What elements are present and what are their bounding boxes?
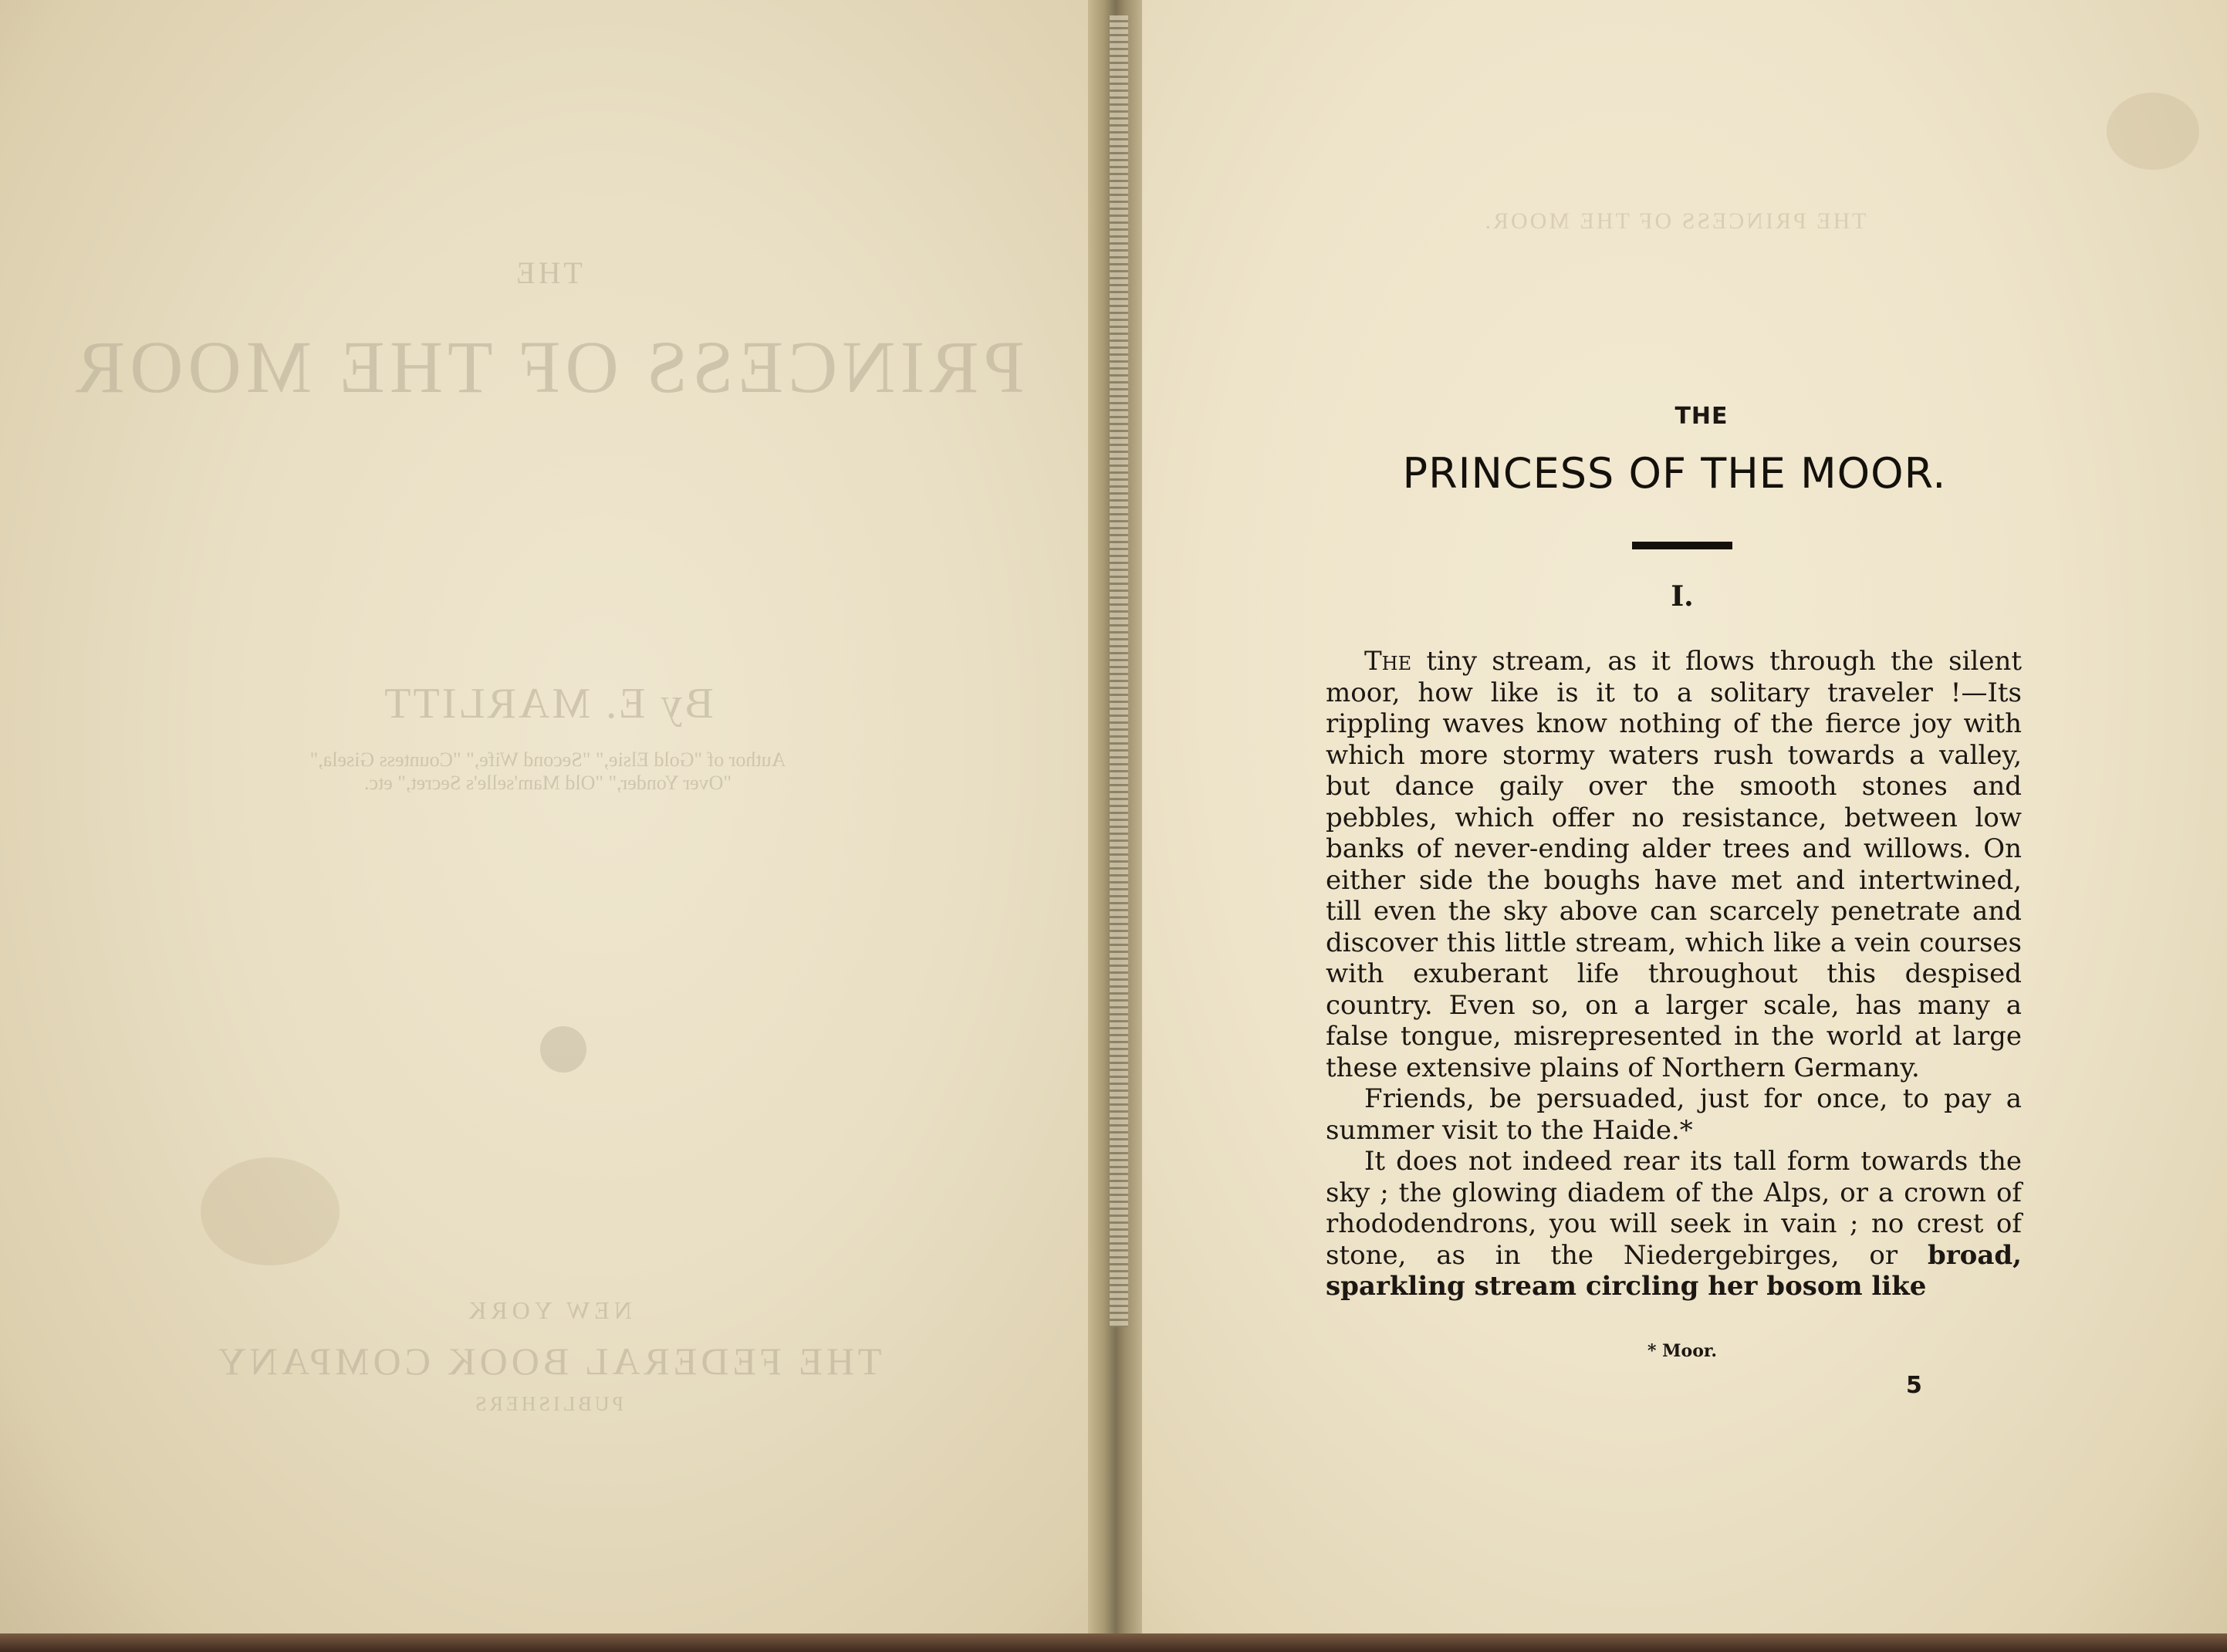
ghost-publisher-role: PUBLISHERS <box>471 1393 624 1415</box>
paragraph-text: Friends, be persuaded, just for once, to pay a summer visit to the Haide.* <box>1326 1083 2022 1146</box>
book-cover-edge <box>0 1633 2227 1652</box>
paragraph <box>1326 1083 2022 1146</box>
ghost-author-note-line: "Over Yonder," "Old Mam'selle's Secret," etc. <box>363 772 732 794</box>
ghost-city: NEW YORK <box>464 1296 632 1324</box>
bleed-through-title-page <box>0 0 1096 1634</box>
footnote: * Moor. <box>1647 1341 1718 1361</box>
paragraph <box>1326 1146 2022 1302</box>
ghost-running-head: THE PRINCESS OF THE MOOR. <box>1482 208 1867 234</box>
page-number: 5 <box>1906 1372 1922 1399</box>
paragraph <box>1326 646 2022 1083</box>
paragraph-last-line: broad, sparkling stream circling her bosom like <box>1326 1239 2022 1302</box>
ghost-title: PRINCESS OF THE MOOR <box>71 326 1025 408</box>
chapter-number: I. <box>1671 580 1694 613</box>
binding-thread <box>1110 15 1128 1327</box>
ghost-author-note-line: Author of "Gold Elsie," "Second Wife," "Countess Gisela," <box>309 748 786 771</box>
page-stain <box>201 1157 340 1265</box>
paragraph-text: tiny stream, as it flows through the silent moor, how like is it to a solitary traveler !—Its rippling waves know nothing of the fierce joy with which more stormy waters rush towards a valley, but dance gaily over the smooth stones and pebbles, which offer no resistance, between low banks of never-ending alder trees and willows. On either side the boughs have met and intertwined, till even the sky above can scarcely penetrate and discover this little stream, which like a vein courses with exuberant life throughout this despised country. Even so, on a larger scale, has many a false tongue, misrepresented in the world at large these extensive plains of Northern Germany. <box>1326 646 2022 1083</box>
ghost-series-label: THE <box>513 255 583 290</box>
paragraph-text: It does not indeed rear its tall form towards the sky ; the glowing diadem of the Alps, or a crown of rhododendrons, you will seek in vain ; no crest of stone, as in the Niedergebirges, or <box>1326 1146 2022 1271</box>
left-page <box>0 0 1096 1634</box>
ghost-author-note <box>0 748 1096 795</box>
ghost-byline: By E. MARLITT <box>382 680 714 728</box>
series-label: THE <box>1674 403 1729 430</box>
page-stain <box>2107 93 2199 170</box>
ghost-publisher: THE FEDERAL BOOK COMPANY <box>214 1340 882 1383</box>
body-text <box>1326 646 2022 1302</box>
paragraph-lead: The <box>1364 646 1412 677</box>
page-stain <box>540 1026 586 1073</box>
title-rule <box>1632 542 1732 549</box>
page-title: PRINCESS OF THE MOOR. <box>1402 449 1947 498</box>
